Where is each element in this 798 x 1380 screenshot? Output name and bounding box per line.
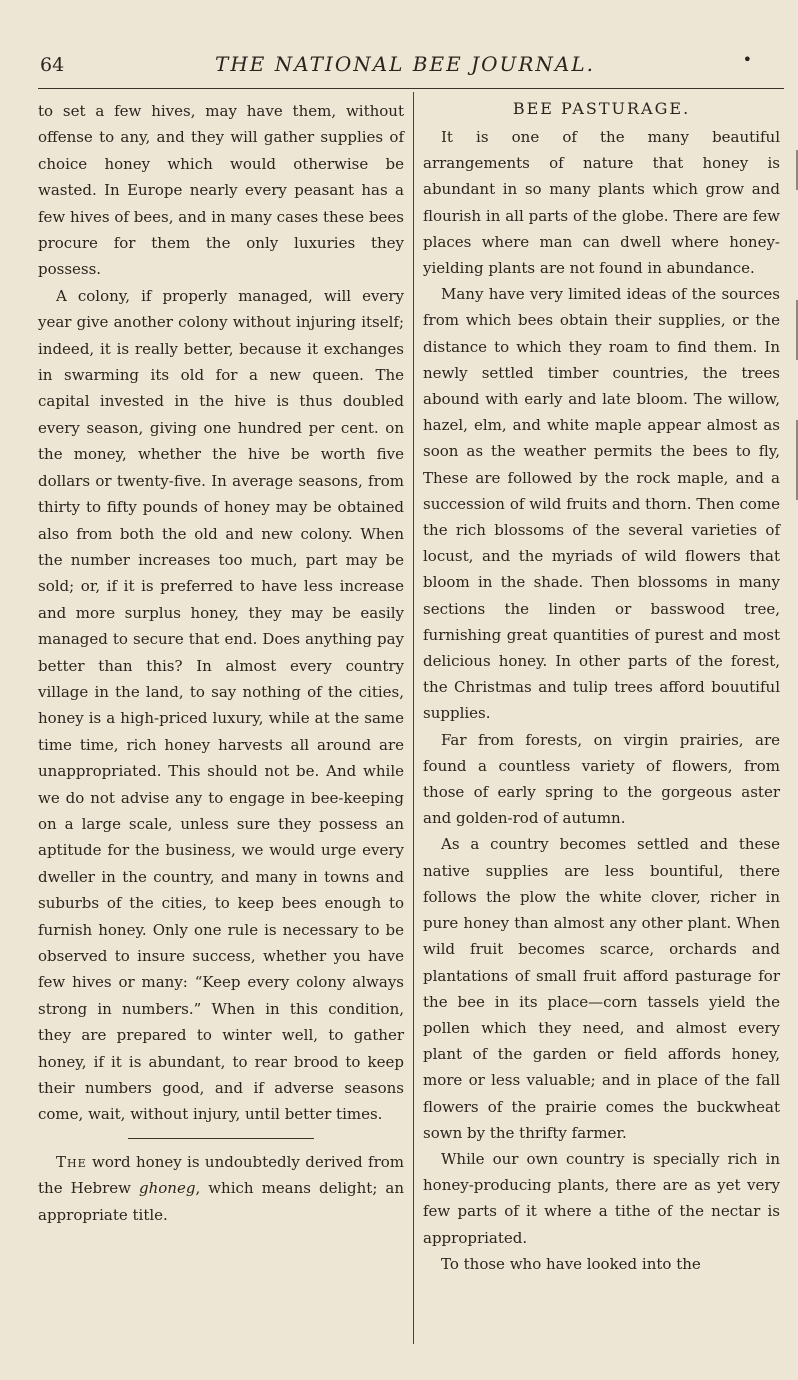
page-header xyxy=(40,50,780,80)
right-paragraph-3: Far from forests, on virgin prairies, are found a countless variety of flowers, from those of early spring to the gorgeous aster and golden-rod of autumn. xyxy=(423,730,780,828)
right-paragraph-5: While our own country is specially rich in honey-producing plants, there are as yet very few parts of it where a tithe of the nectar is appropriated. xyxy=(423,1149,780,1247)
honey-etymology-note xyxy=(38,1149,404,1228)
right-paragraph-4: As a country becomes settled and these native supplies are less bountiful, there follows the plow the white clover, richer in pure honey than almost any other plant. When wild fruit becomes scarce, orchards and plantations of small fruit afford pasturage for the bee in its place—corn tassels yield the pollen which they need, and almost every plant of the garden or field affords honey, more or less valuable; and in place of the fall flowers of the prairie comes the buckwheat sown by the thrifty farmer. xyxy=(423,835,780,1142)
column-divider xyxy=(413,92,414,1344)
running-head: THE NATIONAL BEE JOURNAL. xyxy=(215,52,595,76)
right-paragraph-1: It is one of the many beautiful arrangements of nature that honey is abundant in so many plants which grow and flourish in all parts of the globe. There are few places where man can dwell where honey-yielding plants are not found in abundance. xyxy=(423,128,780,278)
note-hebrew-word: ghoneg xyxy=(139,1179,196,1198)
note-text-end: , which means delight; an appropriate title. xyxy=(38,1179,404,1224)
note-text-start: word honey is undoubtedly derived from the Hebrew xyxy=(38,1152,404,1198)
right-column xyxy=(423,96,780,1277)
left-paragraph-1: to set a few hives, may have them, without offense to any, and they will gather supplies of choice honey which would otherwise be wasted. In Europe nearly every peasant has a few hives of bees, and in many cases these bees procure for them the only luxuries they possess. xyxy=(38,102,404,279)
article-title: BEE PASTURAGE. xyxy=(512,99,691,118)
right-paragraph-2: Many have very limited ideas of the sources from which bees obtain their supplies, or the distance to which they roam to find them. In newly settled timber countries, the trees abound with early and late bloom. The willow, hazel, elm, and white maple appear almost as soon as the weather permits the bees to fly, These are followed by the rock maple, and a succession of wild fruits and thorn. Then come the rich blossoms of the several varieties of locust, and the myriads of wild flowers that bloom in the shade. Then blossoms in many sections the linden or basswood tree, furnishing great quantities of purest and most delicious honey. In other parts of the forest, the Christmas and tulip trees afford bouutiful supplies. xyxy=(423,285,780,723)
note-lead-word: The xyxy=(56,1152,87,1171)
section-separator xyxy=(128,1138,314,1139)
right-paragraph-6: To those who have looked into the xyxy=(441,1254,701,1273)
header-mark: • xyxy=(742,50,752,69)
page-number: 64 xyxy=(40,54,65,76)
left-paragraph-2: A colony, if properly managed, will every year give another colony without injuring itself; indeed, it is really better, because it exchanges in swarming its old for a new queen. The capital invested in the hive is thus doubled every season, giving one hundred per cent. on the money, whether the hive be worth five dollars or twenty-five. In average seasons, from thirty to fifty pounds of honey may be obtained also from both the old and new colony. When the number increases too much, part may be sold; or, if it is preferred to have less increase and more surplus honey, they may be easily managed to secure that end. Does anything pay better than this? In almost every country village in the land, to say nothing of the cities, honey is a high-priced luxury, while at the same time time, rich honey harvests all around are unappropriated. This should not be. And while we do not advise any to engage in bee-keeping on a large scale, unless sure they possess an aptitude for the business, we would urge every dweller in the country, and many in towns and suburbs of the cities, to keep bees enough to furnish honey. Only one rule is necessary to be observed to insure success, whether you have few hives or many: “Keep every colony always strong in numbers.” When in this condition, they are prepared to winter well, to gather honey, if it is abundant, to rear brood to keep their numbers good, and if adverse seasons come, wait, without injury, until better times. xyxy=(38,286,404,1124)
left-column xyxy=(38,98,404,1228)
header-rule xyxy=(38,88,784,89)
